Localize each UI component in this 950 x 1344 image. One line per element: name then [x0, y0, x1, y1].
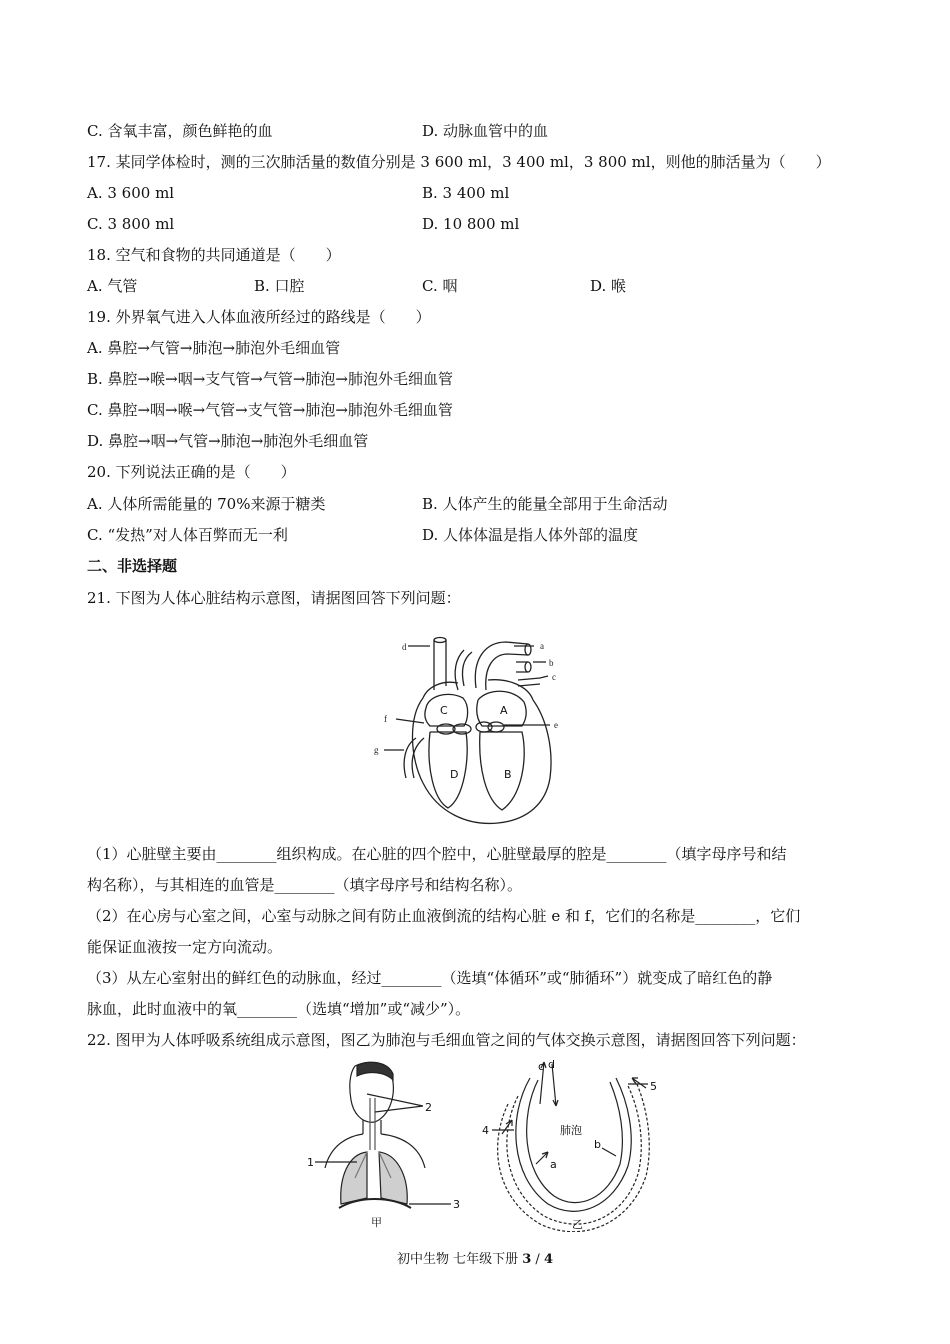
q19-option-a: A. 鼻腔→气管→肺泡→肺泡外毛细血管	[87, 339, 341, 357]
footer-sep: /	[531, 1252, 544, 1267]
q18-stem: 18. 空气和食物的共同通道是（ ）	[87, 246, 341, 264]
q21-part1-line1: （1）心脏壁主要由________组织构成。在心脏的四个腔中，心脏壁最厚的腔是________（填字母序号和结	[87, 845, 787, 863]
q20-stem: 20. 下列说法正确的是（ ）	[87, 463, 296, 481]
footer-page: 3	[522, 1252, 532, 1267]
q21-part2-line2: 能保证血液按一定方向流动。	[87, 938, 283, 956]
q21-stem: 21. 下图为人体心脏结构示意图，请据图回答下列问题：	[87, 589, 461, 607]
alveolus-label-5: 5	[650, 1080, 657, 1093]
q21-part3-line2: 脉血，此时血液中的氧________（选填“增加”或“减少”）。	[87, 1000, 471, 1018]
q16-option-c: C. 含氧丰富，颜色鲜艳的血	[87, 122, 273, 140]
heart-label-d: d	[402, 642, 407, 652]
resp-caption: 甲	[371, 1216, 382, 1229]
q17-option-c: C. 3 800 ml	[87, 215, 175, 233]
q21-part2-line1: （2）在心房与心室之间，心室与动脉之间有防止血液倒流的结构心脏 e 和 f，它们的名称是________，它们	[87, 907, 801, 925]
alveolus-label-d: d	[548, 1058, 555, 1071]
alveolus-label-4: 4	[482, 1124, 489, 1137]
q18-option-b: B. 口腔	[254, 277, 305, 295]
q21-part1-line2: 构名称），与其相连的血管是________（填字母序号和结构名称）。	[87, 876, 523, 894]
alveolus-label-a: a	[550, 1158, 557, 1171]
page-footer	[0, 1248, 950, 1267]
q17-option-b: B. 3 400 ml	[422, 184, 510, 202]
q19-option-b: B. 鼻腔→喉→咽→支气管→气管→肺泡→肺泡外毛细血管	[87, 370, 453, 388]
heart-chamber-d: D	[450, 768, 459, 781]
q19-option-c: C. 鼻腔→咽→喉→气管→支气管→肺泡→肺泡外毛细血管	[87, 401, 453, 419]
resp-label-1: 1	[307, 1156, 314, 1169]
q18-option-c: C. 咽	[422, 277, 458, 295]
heart-chamber-b: B	[504, 768, 512, 781]
heart-label-g: g	[374, 745, 379, 755]
q17-option-d: D. 10 800 ml	[422, 215, 520, 233]
heart-diagram	[368, 628, 578, 828]
alveolus-caption: 乙	[572, 1218, 583, 1231]
resp-label-3: 3	[453, 1198, 460, 1211]
footer-text: 初中生物 七年级下册	[396, 1252, 523, 1267]
heart-label-b: b	[549, 658, 554, 668]
respiratory-system-figure	[305, 1058, 475, 1230]
heart-label-f: f	[384, 714, 387, 724]
q16-option-d: D. 动脉血管中的血	[422, 122, 549, 140]
q17-option-a: A. 3 600 ml	[87, 184, 175, 202]
q20-option-d: D. 人体体温是指人体外部的温度	[422, 526, 639, 544]
alveolus-exchange-figure	[478, 1056, 668, 1232]
q21-part3-line1: （3）从左心室射出的鲜红色的动脉血，经过________（选填“体循环”或“肺循环”）就变成了暗红色的静	[87, 969, 773, 987]
q20-option-a: A. 人体所需能量的 70%来源于糖类	[87, 495, 326, 513]
heart-label-e: e	[554, 720, 558, 730]
alveolus-label-b: b	[594, 1138, 601, 1151]
q17-stem: 17. 某同学体检时，测的三次肺活量的数值分别是 3 600 ml，3 400 ml，3 800 ml，则他的肺活量为（ ）	[87, 153, 831, 171]
alveolus-label-c: c	[538, 1060, 545, 1073]
footer-total: 4	[543, 1252, 553, 1267]
heart-label-c: c	[552, 672, 556, 682]
q20-option-c: C. “发热”对人体百弊而无一利	[87, 526, 288, 544]
q19-option-d: D. 鼻腔→咽→气管→肺泡→肺泡外毛细血管	[87, 432, 369, 450]
q20-option-b: B. 人体产生的能量全部用于生命活动	[422, 495, 668, 513]
q18-option-d: D. 喉	[590, 277, 627, 295]
q22-stem: 22. 图甲为人体呼吸系统组成示意图，图乙为肺泡与毛细血管之间的气体交换示意图，请据图回答下列问题：	[87, 1031, 806, 1049]
alveolus-text: 肺泡	[560, 1124, 582, 1137]
heart-chamber-a: A	[500, 704, 508, 717]
heart-label-a: a	[540, 641, 544, 651]
heart-chamber-c: C	[440, 704, 448, 717]
q19-stem: 19. 外界氧气进入人体血液所经过的路线是（ ）	[87, 308, 431, 326]
section-heading: 二、非选择题	[87, 557, 178, 575]
q18-option-a: A. 气管	[87, 277, 138, 295]
resp-label-2: 2	[425, 1101, 432, 1114]
